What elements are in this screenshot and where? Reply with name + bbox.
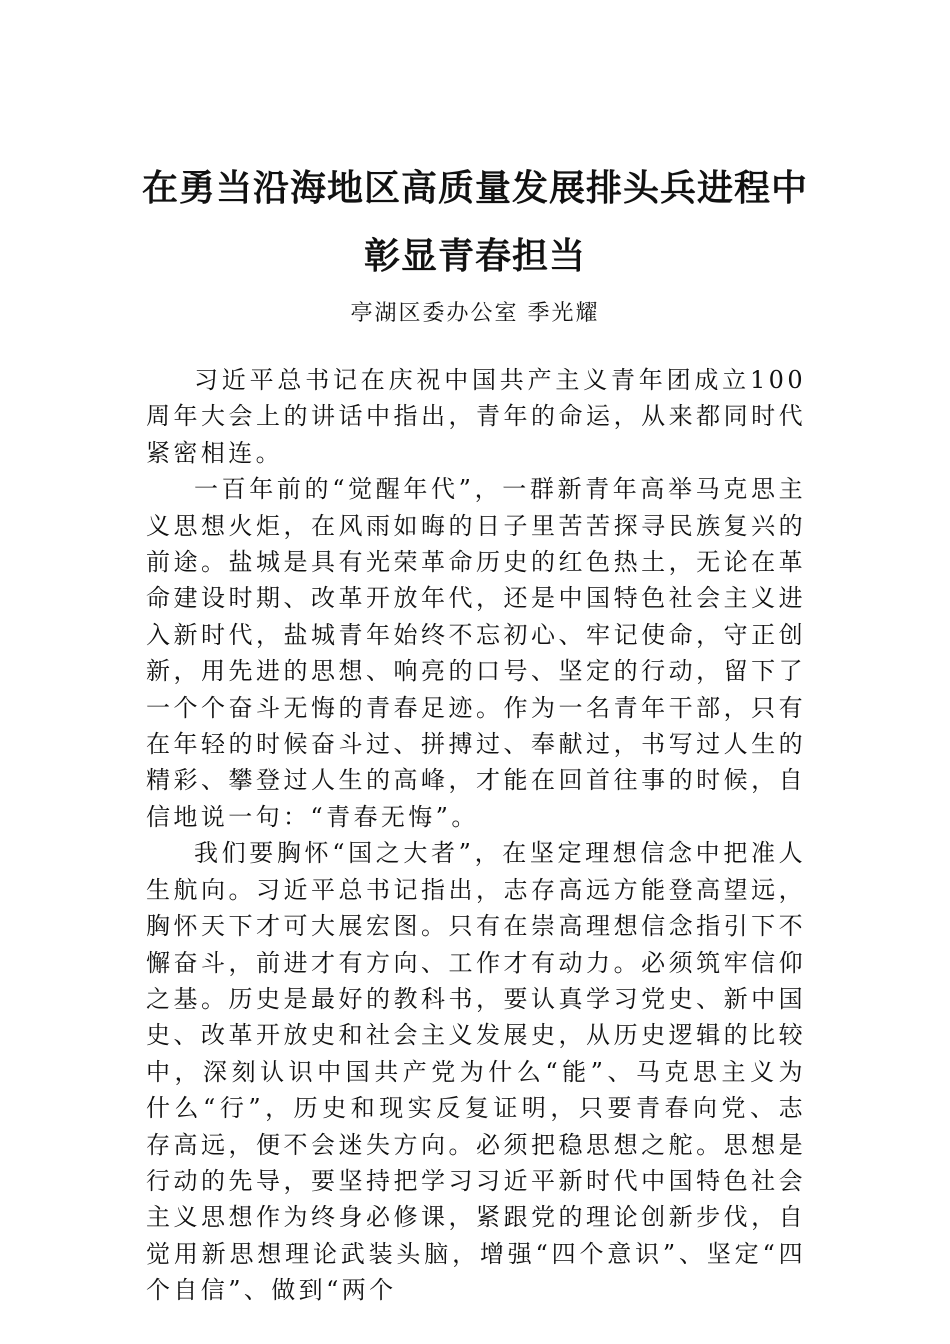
author-byline: 亭湖区委办公室 季光耀 <box>350 301 600 326</box>
paragraph: 一百年前的“觉醒年代”，一群新青年高举马克思主义思想火炬，在风雨如晦的日子里苦苦探寻民族复兴的前途。盐城是具有光荣革命历史的红色热土，无论在革命建设时期、改革开放年代，还是中国特色社会主义进入新时代，盐城青年始终不忘初心、牢记使命，守正创新，用先进的思想、响亮的口号、坚定的行动，留下了一个个奋斗无悔的青春足迹。作为一名青年干部，只有在年轻的时候奋斗过、拼搏过、奉献过，书写过人生的精彩、攀登过人生的高峰，才能在回首往事的时候，自信地说一句：“青春无悔”。 <box>146 475 806 831</box>
paragraph: 习近平总书记在庆祝中国共产主义青年团成立100周年大会上的讲话中指出，青年的命运，从来都同时代紧密相连。 <box>146 366 806 467</box>
paragraph: 我们要胸怀“国之大者”，在坚定理想信念中把准人生航向。习近平总书记指出，志存高远方能登高望远，胸怀天下才可大展宏图。只有在崇高理想信念指引下不懈奋斗，前进才有方向、工作才有动力。必须筑牢信仰之基。历史是最好的教科书，要认真学习党史、新中国史、改革开放史和社会主义发展史，从历史逻辑的比较中，深刻认识中国共产党为什么“能”、马克思主义为什么“行”，历史和现实反复证明，只要青春向党、志存高远，便不会迷失方向。必须把稳思想之舵。思想是行动的先导，要坚持把学习习近平新时代中国特色社会主义思想作为终身必修课，紧跟党的理论创新步伐，自觉用新思想理论武装头脑，增强“四个意识”、坚定“四个自信”、做到“两个 <box>146 839 806 1305</box>
article-body <box>146 362 806 1309</box>
document-title-line-2: 彰显青春担当 <box>363 235 586 277</box>
document-title-line-1: 在勇当沿海地区高质量发展排头兵进程中 <box>141 167 808 209</box>
